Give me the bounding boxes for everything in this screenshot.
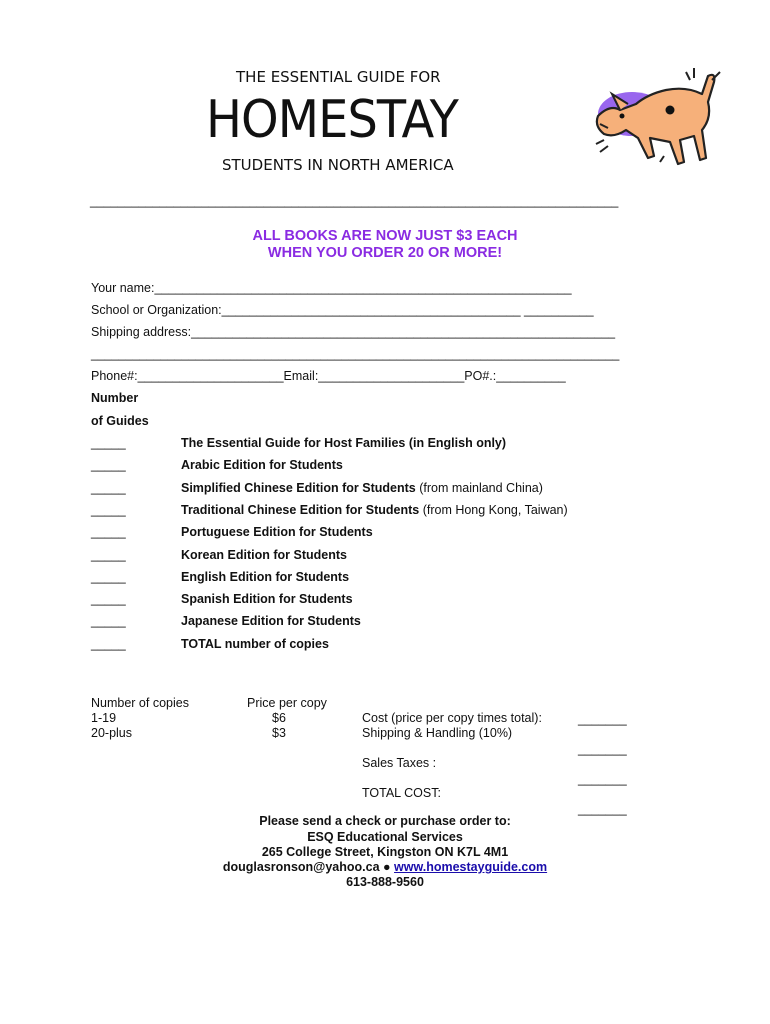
header-line-3: STUDENTS IN NORTH AMERICA (222, 156, 454, 174)
guide-quantity-blank[interactable]: _____ (91, 637, 126, 651)
guide-quantity-blank[interactable]: _____ (91, 436, 126, 450)
footer-line-3: 265 College Street, Kingston ON K7L 4M1 (261, 845, 509, 859)
guide-item-label (181, 548, 347, 562)
guide-item-title: The Essential Guide for Host Families (in English only) (181, 436, 507, 450)
guide-item-label (181, 592, 353, 606)
shipping-blank[interactable]: _______ (578, 742, 627, 756)
guide-quantity-blank[interactable]: _____ (91, 592, 126, 606)
cost-label: Cost (price per copy times total): (362, 711, 542, 725)
guide-quantity-blank[interactable]: _____ (91, 614, 126, 628)
price-header: Price per copy (247, 696, 327, 710)
sales-taxes-label: Sales Taxes : (362, 756, 437, 770)
guide-item-label (181, 637, 329, 651)
guide-item-label (181, 481, 543, 495)
guides-header-line-1: Number (91, 391, 139, 405)
shipping-handling-label: Shipping & Handling (10%) (362, 726, 513, 740)
guide-quantity-blank[interactable]: _____ (91, 503, 126, 517)
header-rule: ____________________________________________________________________________ (90, 194, 619, 208)
guide-item-title: Simplified Chinese Edition for Students (181, 481, 416, 495)
guide-item-title: Japanese Edition for Students (181, 614, 361, 628)
guide-item-title: TOTAL number of copies (181, 637, 329, 651)
guide-item-label (181, 525, 373, 539)
guide-quantity-blank[interactable]: _____ (91, 548, 126, 562)
contact-field[interactable]: Phone#:_____________________Email:_____________________PO#.:__________ (91, 369, 566, 383)
total-cost-label: TOTAL COST: (362, 786, 441, 800)
price-row-1: $6 (272, 711, 286, 725)
total-cost-blank[interactable]: _______ (578, 802, 627, 816)
guide-item-title: Traditional Chinese Edition for Students (181, 503, 420, 517)
dog-illustration-icon (590, 64, 730, 170)
guide-item-label (181, 614, 361, 628)
page-title: HOMESTAY (206, 90, 458, 150)
guide-quantity-blank[interactable]: _____ (91, 481, 126, 495)
guide-item-label (181, 503, 568, 517)
guide-item-title: Korean Edition for Students (181, 548, 347, 562)
promo-line-2: WHEN YOU ORDER 20 OR MORE! (267, 245, 503, 261)
footer-line-2: ESQ Educational Services (307, 830, 463, 844)
guides-header-line-2: of Guides (91, 414, 149, 428)
guide-quantity-blank[interactable]: _____ (91, 458, 126, 472)
cost-blank[interactable]: _______ (578, 712, 627, 726)
website-link[interactable]: www.homestayguide.com (394, 860, 548, 874)
header-line-1: THE ESSENTIAL GUIDE FOR (236, 68, 441, 86)
school-field[interactable]: School or Organization:___________________________________________ __________ (91, 303, 594, 317)
qty-header: Number of copies (91, 696, 189, 710)
price-row-2: $3 (272, 726, 286, 740)
shipping-address-field[interactable]: Shipping address:_____________________________________________________________ (91, 325, 616, 339)
footer-phone: 613-888-9560 (346, 875, 424, 889)
bullet-separator: ● (379, 860, 395, 874)
guide-item-note: (from mainland China) (415, 481, 543, 495)
guide-item-label (181, 570, 349, 584)
footer-line-1: Please send a check or purchase order to: (259, 814, 511, 828)
guide-quantity-blank[interactable]: _____ (91, 525, 126, 539)
guide-item-title: Arabic Edition for Students (181, 458, 343, 472)
guide-item-note: (from Hong Kong, Taiwan) (419, 503, 568, 517)
qty-row-2: 20-plus (91, 726, 132, 740)
shipping-address-field-2[interactable]: ____________________________________________________________________________ (91, 347, 620, 361)
tax-blank[interactable]: _______ (578, 772, 627, 786)
guide-item-label (181, 436, 506, 450)
guide-item-title: Spanish Edition for Students (181, 592, 353, 606)
guide-item-label (181, 458, 343, 472)
qty-row-1: 1-19 (91, 711, 117, 725)
promo-line-1: ALL BOOKS ARE NOW JUST $3 EACH (252, 228, 518, 244)
guide-quantity-blank[interactable]: _____ (91, 570, 126, 584)
guide-item-title: Portuguese Edition for Students (181, 525, 373, 539)
name-field[interactable]: Your name:____________________________________________________________ (91, 281, 572, 295)
footer-email[interactable]: douglasronson@yahoo.ca (222, 860, 380, 874)
guide-item-title: English Edition for Students (181, 570, 350, 584)
footer-contact (0, 860, 770, 874)
